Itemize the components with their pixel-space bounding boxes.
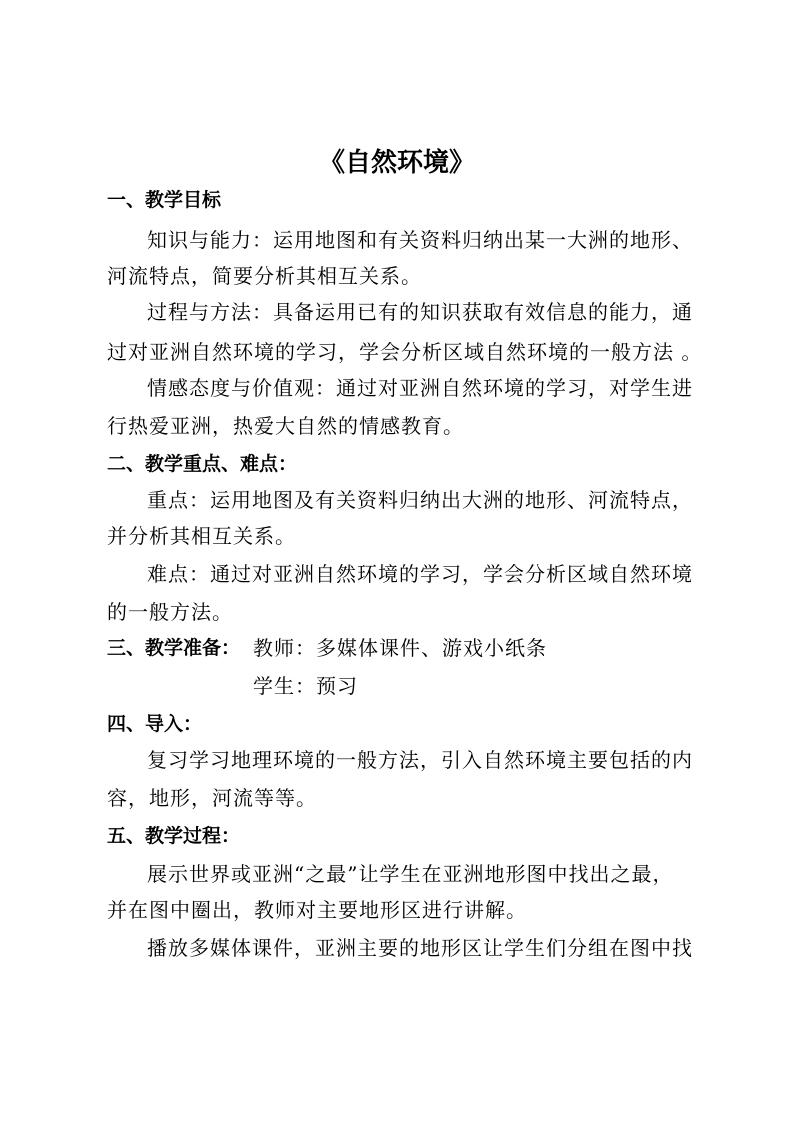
paragraph-line: 并分析其相互关系。 bbox=[107, 524, 296, 548]
paragraph-line: 行热爱亚洲，热爱大自然的情感教育。 bbox=[107, 414, 464, 438]
paragraph-line: 知识与能力：运用地图和有关资料归纳出某一大洲的地形、 bbox=[147, 228, 693, 252]
paragraph-line: 展示世界或亚洲“之最”让学生在亚洲地形图中找出之最， bbox=[147, 862, 674, 886]
section-heading-preparation: 三、教学准备： bbox=[107, 637, 241, 659]
paragraph-line: 容，地形，河流等等。 bbox=[107, 786, 317, 810]
paragraph-line: 难点：通过对亚洲自然环境的学习，学会分析区域自然环境 bbox=[147, 562, 693, 586]
paragraph-line: 重点：运用地图及有关资料归纳出大洲的地形、河流特点， bbox=[147, 488, 693, 512]
paragraph-line: 河流特点，简要分析其相互关系。 bbox=[107, 264, 422, 288]
paragraph-line: 播放多媒体课件，亚洲主要的地形区让学生们分组在图中找 bbox=[147, 936, 693, 960]
paragraph-line: 情感态度与价值观：通过对亚洲自然环境的学习，对学生进 bbox=[147, 376, 693, 400]
paragraph-line: 过对亚洲自然环境的学习，学会分析区域自然环境的一般方法 。 bbox=[107, 340, 703, 364]
section-heading-introduction: 四、导入： bbox=[107, 713, 203, 735]
paragraph-line: 并在图中圈出，教师对主要地形区进行讲解。 bbox=[107, 898, 527, 922]
paragraph-line: 过程与方法：具备运用已有的知识获取有效信息的能力，通 bbox=[147, 300, 693, 324]
paragraph-line: 的一般方法。 bbox=[107, 600, 233, 624]
section-heading-objectives: 一、教学目标 bbox=[107, 189, 222, 211]
document-title: 《自然环境》 bbox=[318, 148, 475, 178]
section-heading-process: 五、教学过程： bbox=[107, 825, 241, 847]
paragraph-line: 复习学习地理环境的一般方法，引入自然环境主要包括的内 bbox=[147, 748, 693, 772]
section-heading-key-points: 二、教学重点、难点： bbox=[107, 453, 298, 475]
preparation-teacher: 教师：多媒体课件、游戏小纸条 bbox=[253, 636, 547, 660]
preparation-student: 学生：预习 bbox=[253, 674, 358, 698]
